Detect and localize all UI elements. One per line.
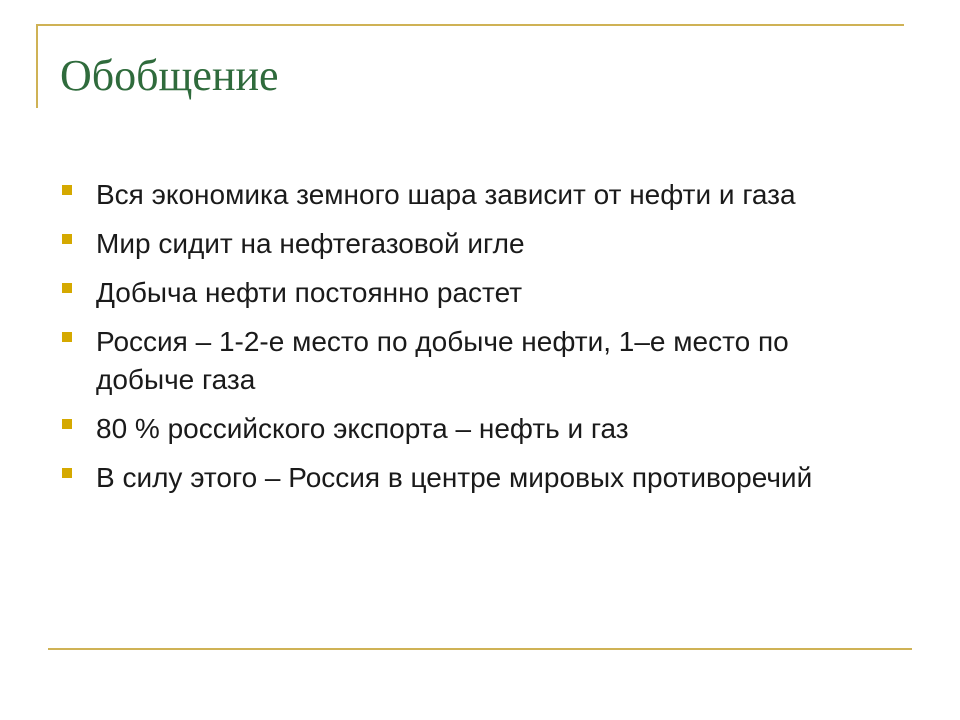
- bullet-item-1: [60, 176, 880, 214]
- bullet-item-3: [60, 274, 880, 312]
- square-bullet-icon: [62, 283, 72, 293]
- bullet-text: Добыча нефти постоянно растет: [96, 277, 523, 308]
- top-rule: [36, 24, 904, 26]
- bullet-item-4: [60, 323, 880, 399]
- bullet-list: [60, 176, 880, 508]
- slide-title: Обобщение: [60, 51, 279, 100]
- left-rule: [36, 24, 38, 108]
- square-bullet-icon: [62, 332, 72, 342]
- bullet-item-2: [60, 225, 880, 263]
- square-bullet-icon: [62, 468, 72, 478]
- bullet-text: 80 % российского экспорта – нефть и газ: [96, 413, 629, 444]
- bullet-text: Россия – 1-2-е место по добыче нефти, 1–е место по добыче газа: [96, 326, 789, 395]
- bottom-rule: [48, 648, 912, 650]
- square-bullet-icon: [62, 185, 72, 195]
- bullet-text: Мир сидит на нефтегазовой игле: [96, 228, 525, 259]
- square-bullet-icon: [62, 419, 72, 429]
- bullet-item-6: [60, 459, 880, 497]
- bullet-text: В силу этого – Россия в центре мировых противоречий: [96, 462, 813, 493]
- bullet-text: Вся экономика земного шара зависит от нефти и газа: [96, 179, 796, 210]
- square-bullet-icon: [62, 234, 72, 244]
- bullet-item-5: [60, 410, 880, 448]
